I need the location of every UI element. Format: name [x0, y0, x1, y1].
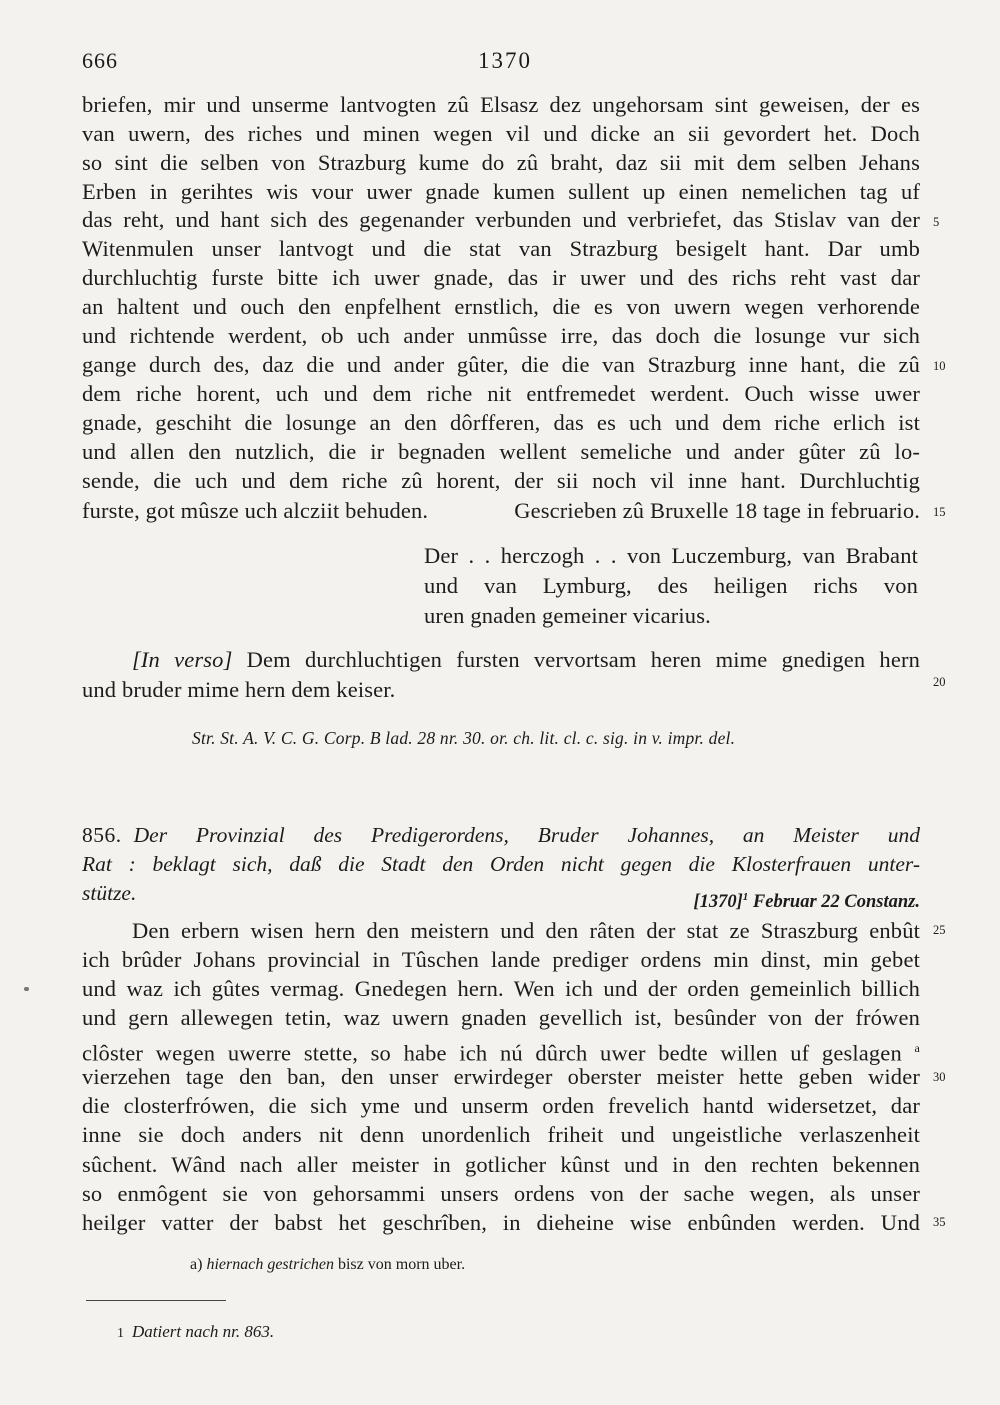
ink-speck [24, 987, 29, 991]
document-number: 856. [82, 823, 122, 847]
body-line: ich brûder Johans provincial in Tûschen lande prediger ordens min dinst, min gebet [82, 947, 920, 972]
body-line: inne sie doch anders nit denn unordenlich friheit und ungeistliche verlaszenheit [82, 1122, 920, 1147]
line-number: 5 [933, 215, 940, 229]
running-head-year: 1370 [478, 48, 532, 73]
line-number: 20 [933, 675, 946, 689]
body-line-dated [82, 496, 920, 526]
verso-line [82, 645, 920, 675]
verso-text: Dem durchluchtigen fursten vervortsam heren mime gnedigen hern [232, 647, 920, 672]
body-line: Erben in gerihtes wis vour uwer gnade kumen sullent up einen nemelichen tag uf [82, 179, 920, 204]
heading-line: stütze. [82, 881, 137, 905]
heading-line: Der Provinzial des Predigerordens, Bruder Johannes, an Meister und [133, 823, 920, 847]
line-number: 15 [933, 505, 946, 519]
body-line: das reht, und hant sich des gegenander verbunden und verbriefet, das Stislav van der [82, 207, 920, 232]
body-line: so enmôgent sie von gehorsammi unsers ordens von der sache wegen, als unser [82, 1181, 920, 1206]
body-line: so sint die selben von Strazburg kume do zû braht, daz sii mit dem selben Jehans [82, 150, 920, 175]
footnote-rule [86, 1300, 226, 1301]
heading-line-with-date [82, 878, 920, 917]
body-line: briefen, mir und unserme lantvogten zû Elsasz dez ungehorsam sint geweisen, der es [82, 92, 920, 117]
body-line: durchluchtig furste bitte ich uwer gnade, das ir uwer und des richs reht vast dar [82, 265, 920, 290]
signature-line: Der . . herczogh . . von Luczemburg, van Brabant [424, 543, 918, 568]
line-number: 25 [933, 923, 946, 937]
body-line: dem riche horent, uch und dem riche nit entfremedet werdent. Ouch wisse uwer [82, 381, 920, 406]
body-line: an haltent und ouch den enpfelhent ernstlich, die es von uwern wegen verhorende [82, 294, 920, 319]
body-line: sûchent. Wând nach aller meister in gotlicher kûnst und in den rechten bekennen [82, 1152, 920, 1177]
body-line: van uwern, des riches und minen wegen vil und dicke an sii gevordert het. Doch [82, 121, 920, 146]
body-line: und allen den nutzlich, die ir begnaden wellent semeliche und ander gûter zû lo- [82, 439, 920, 464]
heading-line: Rat : beklagt sich, daß die Stadt den Orden nicht gegen die Klosterfrauen unter- [82, 852, 920, 876]
page-number: 666 [82, 48, 118, 73]
body-line-with-note: clôster wegen uwerre stette, so habe ich nú dûrch uwer bedte willen uf geslagen $^a$ [82, 1040, 920, 1066]
source-citation: Str. St. A. V. C. G. Corp. B lad. 28 nr. 30. or. ch. lit. cl. c. sig. in v. impr. del. [192, 728, 736, 748]
body-line: heilger vatter der babst het geschrîben, in dieheine wise enbûnden werden. Und [82, 1210, 920, 1235]
dating-clause: Gescrieben zû Bruxelle 18 tage in februario. [514, 498, 920, 523]
line-number: 10 [933, 359, 946, 373]
line-number: 30 [933, 1070, 946, 1084]
line-number: 35 [933, 1215, 946, 1229]
body-line: gange durch des, daz die und ander gûter, die die van Strazburg inne hant, die zû [82, 352, 920, 377]
footnote-marker: a [914, 1041, 920, 1055]
footnote-a: a) hiernach gestrichen bisz von morn uber. [190, 1256, 466, 1273]
verso-line: und bruder mime hern dem keiser. [82, 677, 396, 702]
body-line: und richtende werdent, ob uch ander unmûsse irre, das doch die losunge vur sich [82, 323, 920, 348]
body-line: vierzehen tage den ban, den unser erwirdeger oberster meister hette geben wider [82, 1064, 920, 1089]
body-line: und waz ich gûtes vermag. Gnedegen hern. Wen ich und der orden gemeinlich billich [82, 976, 920, 1001]
body-line: Den erbern wisen hern den meistern und den râten der stat ze Straszburg enbût [132, 918, 920, 943]
body-line: Witenmulen unser lantvogt und die stat van Strazburg besigelt hant. Dar umb [82, 236, 920, 261]
signature-line: uren gnaden gemeiner vicarius. [424, 603, 711, 628]
body-line: und gern allewegen tetin, waz uwern gnaden gevellich ist, besûnder von der frówen [82, 1005, 920, 1030]
body-line: gnade, geschiht die losunge an den dôrfferen, das es uch und dem riche erlich ist [82, 410, 920, 435]
document-heading [82, 820, 920, 850]
body-line: sende, die uch und dem riche zû horent, der sii noch vil inne hant. Durchluchtig [82, 468, 920, 493]
body-line: die closterfrówen, die sich yme und unserm orden frevelich hantd widersetzet, dar [82, 1093, 920, 1118]
footnote-1: 1 Datiert nach nr. 863. [117, 1322, 275, 1341]
document-date: $[1370]^1$ Februar 22 Constanz. [693, 891, 920, 913]
verso-label: [In verso] [132, 647, 233, 672]
signature-line: und van Lymburg, des heiligen richs von [424, 573, 918, 598]
closing-formula: furste, got mûsze uch alcziit behuden. [82, 498, 429, 523]
